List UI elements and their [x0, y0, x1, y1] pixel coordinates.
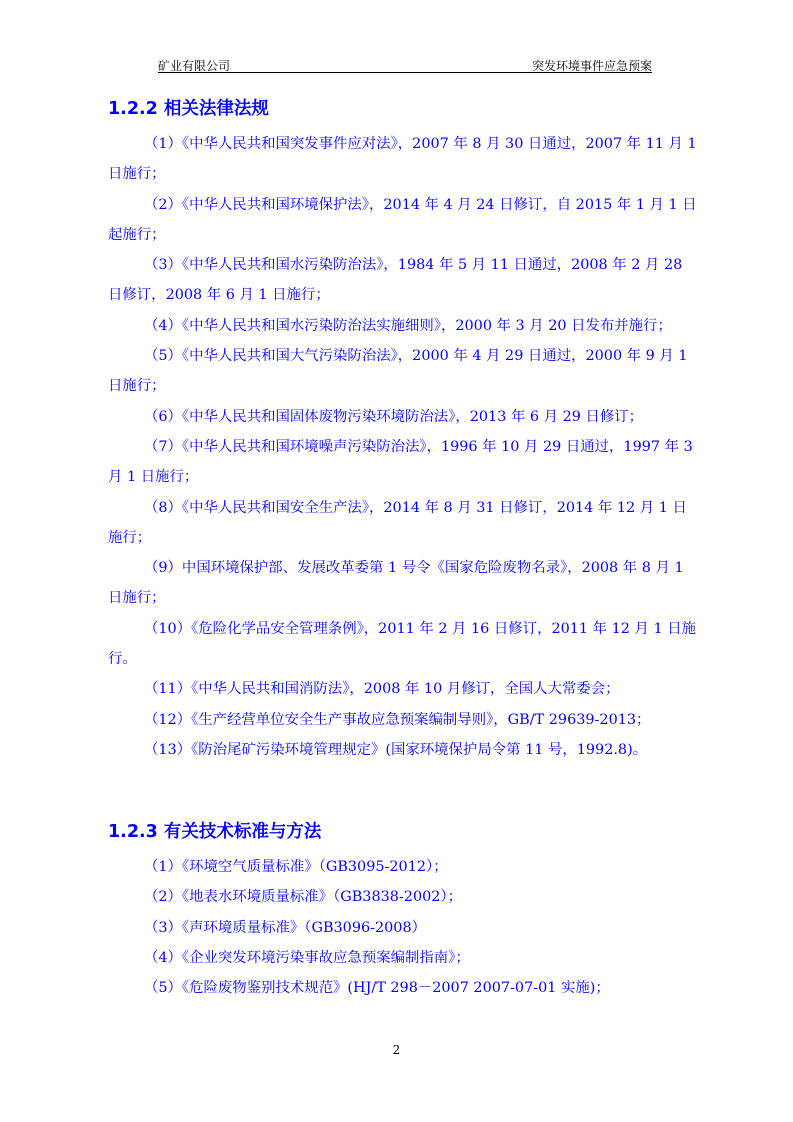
list-item: （10）《危险化学品安全管理条例》，2011 年 2 月 16 日修订，2011 年 12 月 1 日施行。: [108, 620, 696, 668]
list-item: （9）中国环境保护部、发展改革委第 1 号令《国家危险废物名录》，2008 年 8 月 1 日施行；: [108, 560, 684, 607]
list-item: （3）《声环境质量标准》（GB3096-2008）: [144, 919, 427, 936]
header-document-title: 突发环境事件应急预案: [531, 59, 652, 73]
header-divider: [158, 72, 652, 73]
list-item: （8）《中华人民共和国安全生产法》，2014 年 8 月 31 日修订，2014 年 12 月 1 日施行；: [108, 499, 687, 546]
list-item: （2）《地表水环境质量标准》（GB3838-2002）；: [144, 889, 462, 906]
page-header: [158, 54, 652, 74]
list-item: （2）《中华人民共和国环境保护法》，2014 年 4 月 24 日修订，自 2015 年 1 月 1 日起施行；: [108, 196, 697, 243]
laws-list: [108, 129, 698, 765]
standards-list: [108, 852, 698, 1003]
section-heading-laws: 1.2.2 相关法律法规: [108, 99, 269, 119]
list-item: （12）《生产经营单位安全生产事故应急预案编制导则》，GB/T 29639-2013；: [144, 711, 651, 728]
section-heading-standards: 1.2.3 有关技术标准与方法: [108, 822, 322, 842]
header-company: 矿业有限公司: [158, 59, 231, 73]
list-item: （1）《中华人民共和国突发事件应对法》，2007 年 8 月 30 日通过，2007 年 11 月 1 日施行；: [108, 136, 697, 183]
list-item: （4）《企业突发环境污染事故应急预案编制指南》；: [144, 949, 470, 966]
list-item: （1）《环境空气质量标准》（GB3095-2012）；: [144, 859, 448, 875]
page-number: 2: [392, 1043, 401, 1057]
list-item: （13）《防治尾矿污染环境管理规定》(国家环境保护局令第 11 号，1992.8)。: [144, 741, 648, 758]
list-item: （11）《中华人民共和国消防法》，2008 年 10 月修订，全国人大常委会；: [144, 681, 620, 698]
list-item: （4）《中华人民共和国水污染防治法实施细则》，2000 年 3 月 20 日发布并施行；: [144, 317, 672, 334]
list-item: （7）《中华人民共和国环境噪声污染防治法》，1996 年 10 月 29 日通过，1997 年 3 月 1 日施行；: [108, 438, 693, 486]
list-item: （5）《中华人民共和国大气污染防治法》，2000 年 4 月 29 日通过，2000 年 9 月 1 日施行；: [108, 348, 688, 395]
list-item: （5）《危险废物鉴别技术规范》(HJ/T 298－2007 2007-07-01 实施)；: [144, 980, 610, 997]
list-item: （6）《中华人民共和国固体废物污染环境防治法》，2013 年 6 月 29 日修订；: [144, 408, 644, 425]
list-item: （3）《中华人民共和国水污染防治法》，1984 年 5 月 11 日通过，2008 年 2 月 28 日修订，2008 年 6 月 1 日施行；: [108, 257, 683, 304]
